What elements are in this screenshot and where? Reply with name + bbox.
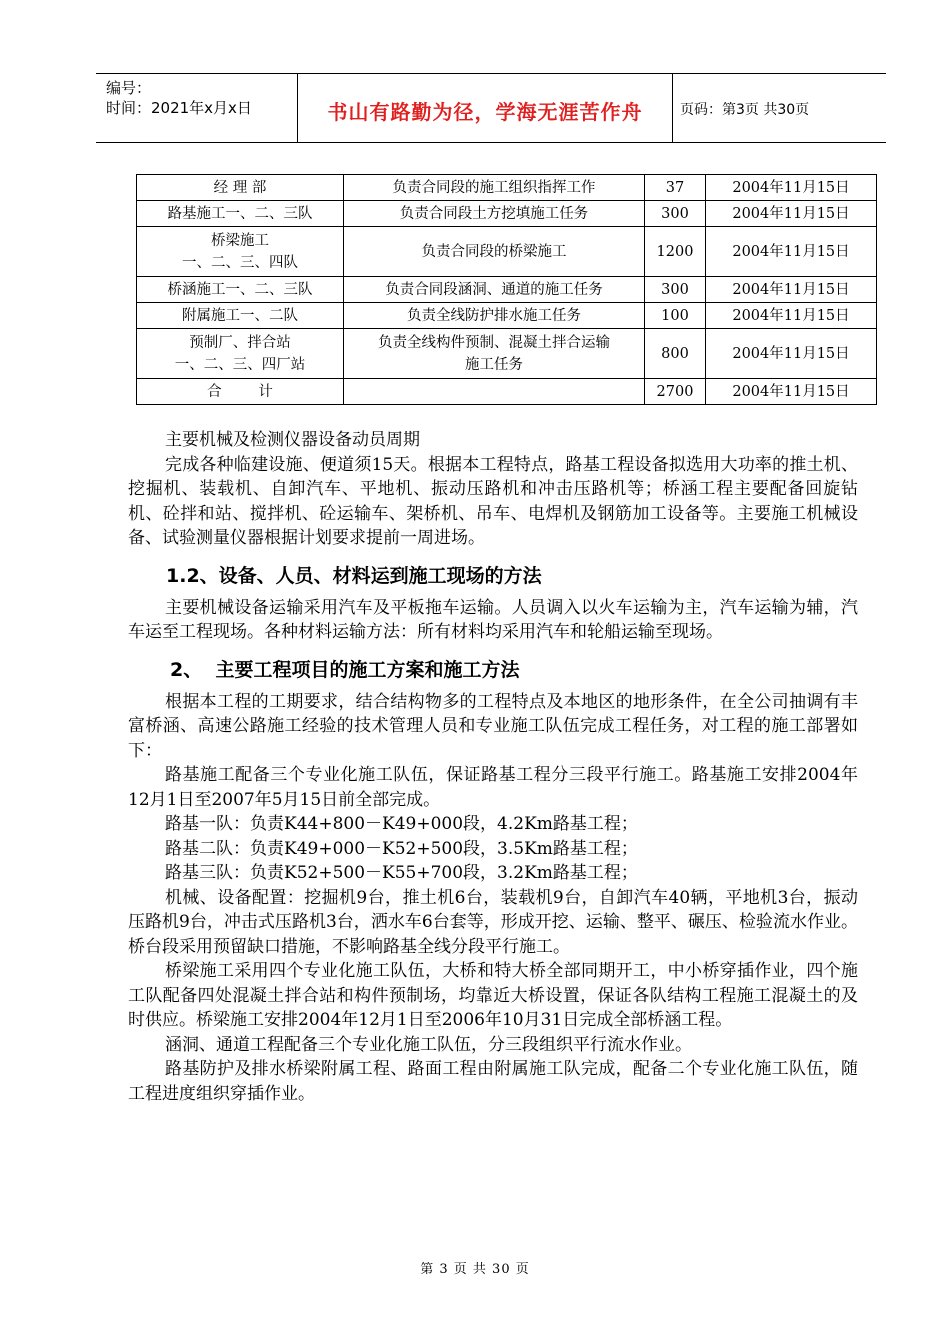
page-footer: 第 3 页 共 30 页: [420, 1262, 530, 1277]
date-cell: 2004年11月15日: [706, 277, 877, 303]
serial-label: 编号：: [106, 79, 152, 97]
date-cell: 2004年11月15日: [706, 175, 877, 201]
team-cell: 合 计: [137, 379, 344, 405]
task-cell: 负责合同段土方挖填施工任务: [344, 201, 645, 227]
paragraph: 桥梁施工采用四个专业化施工队伍，大桥和特大桥全部同期开工，中小桥穿插作业，四个施工队配备四处混凝土拌合站和构件预制场，均靠近大桥设置，保证各队结构工程施工混凝土的及时供应。桥梁施工安排2004年12月1日至2006年10月31日完成全部桥涵工程。: [128, 961, 858, 1030]
task-line: 负责全线构件预制、混凝土拌合运输: [378, 334, 610, 351]
team-line: 一、二、三、四厂站: [174, 356, 306, 373]
team-cell: 桥涵施工一、二、三队: [137, 277, 344, 303]
table-row: [137, 379, 877, 405]
header-meta: [106, 78, 296, 118]
count-cell: 300: [645, 201, 706, 227]
paragraph: 机械、设备配置：挖掘机9台，推土机6台，装载机9台，自卸汽车40辆，平地机3台，振动压路机9台，冲击式压路机3台，洒水车6台套等，形成开挖、运输、整平、碾压、检验流水作业。桥台段采用预留缺口措施，不影响路基全线分段平行施工。: [128, 887, 858, 957]
paragraph: 涵洞、通道工程配备三个专业化施工队伍，分三段组织平行流水作业。: [165, 1034, 692, 1055]
date-cell: 2004年11月15日: [706, 201, 877, 227]
paragraph: 完成各种临建设施、便道须15天。根据本工程特点，路基工程设备拟选用大功率的推土机、挖掘机、装载机、自卸汽车、平地机、振动压路机和冲击压路机等；桥涵工程主要配备回旋钻机、砼拌和站、搅拌机、砼运输车、架桥机、吊车、电焊机及钢筋加工设备等。主要施工机械设备、试验测量仪器根据计划要求提前一周进场。: [128, 454, 858, 548]
section-heading: 2、 主要工程项目的施工方案和施工方法: [170, 658, 520, 681]
paragraph: 主要机械设备运输采用汽车及平板拖车运输。人员调入以火车运输为主，汽车运输为辅，汽车运至工程现场。各种材料运输方法：所有材料均采用汽车和轮船运输至现场。: [128, 597, 858, 642]
table-row: [137, 201, 877, 227]
team-cell: 经 理 部: [137, 175, 344, 201]
paragraph: 路基防护及排水桥梁附属工程、路面工程由附属施工队完成，配备二个专业化施工队伍，随工程进度组织穿插作业。: [128, 1059, 858, 1104]
team-cell: 路基施工一、二、三队: [137, 201, 344, 227]
section-heading: 1.2、设备、人员、材料运到施工现场的方法: [166, 564, 542, 587]
team-cell: [137, 329, 344, 379]
task-cell: 负责合同段的桥梁施工: [344, 227, 645, 277]
header-page-label: 页码：第3页 共30页: [680, 102, 810, 118]
staff-table: [136, 174, 877, 405]
task-cell: 负责合同段的施工组织指挥工作: [344, 175, 645, 201]
team-line: 桥梁施工: [211, 232, 269, 249]
task-line: 施工任务: [465, 356, 523, 373]
count-cell: 800: [645, 329, 706, 379]
task-cell: 负责合同段涵洞、通道的施工任务: [344, 277, 645, 303]
count-cell: 100: [645, 303, 706, 329]
table-row: [137, 277, 877, 303]
count-cell: 1200: [645, 227, 706, 277]
paragraph: 路基施工配备三个专业化施工队伍，保证路基工程分三段平行施工。路基施工安排2004年12月1日至2007年5月15日前全部完成。: [128, 765, 858, 810]
paragraph: 根据本工程的工期要求，结合结构物多的工程特点及本地区的地形条件，在全公司抽调有丰富桥涵、高速公路施工经验的技术管理人员和专业施工队伍完成工程任务，对工程的施工部署如下：: [128, 691, 858, 761]
task-cell: 负责全线防护排水施工任务: [344, 303, 645, 329]
paragraph: 路基三队：负责K52+500－K55+700段，3.2Km路基工程；: [165, 863, 638, 883]
team-cell: [137, 227, 344, 277]
count-cell: 2700: [645, 379, 706, 405]
task-cell: [344, 379, 645, 405]
table-row: [137, 303, 877, 329]
time-label: 时间：2021年x月x日: [106, 99, 252, 117]
header-motto: 书山有路勤为径，学海无涯苦作舟: [327, 100, 643, 124]
document-body: [128, 428, 858, 1106]
count-cell: 37: [645, 175, 706, 201]
date-cell: 2004年11月15日: [706, 379, 877, 405]
paragraph: 路基一队：负责K44+800－K49+000段，4.2Km路基工程；: [165, 814, 638, 834]
task-cell: [344, 329, 645, 379]
team-line: 一、二、三、四队: [182, 254, 298, 271]
table-row: [137, 329, 877, 379]
paragraph: 路基二队：负责K49+000－K52+500段，3.5Km路基工程；: [165, 838, 638, 859]
date-cell: 2004年11月15日: [706, 329, 877, 379]
header-divider: [672, 74, 673, 142]
date-cell: 2004年11月15日: [706, 227, 877, 277]
paragraph: 主要机械及检测仪器设备动员周期: [165, 430, 420, 450]
date-cell: 2004年11月15日: [706, 303, 877, 329]
team-cell: 附属施工一、二队: [137, 303, 344, 329]
page-header: [96, 73, 886, 143]
team-line: 预制厂、拌合站: [189, 334, 291, 351]
table-row: [137, 175, 877, 201]
count-cell: 300: [645, 277, 706, 303]
table-row: [137, 227, 877, 277]
